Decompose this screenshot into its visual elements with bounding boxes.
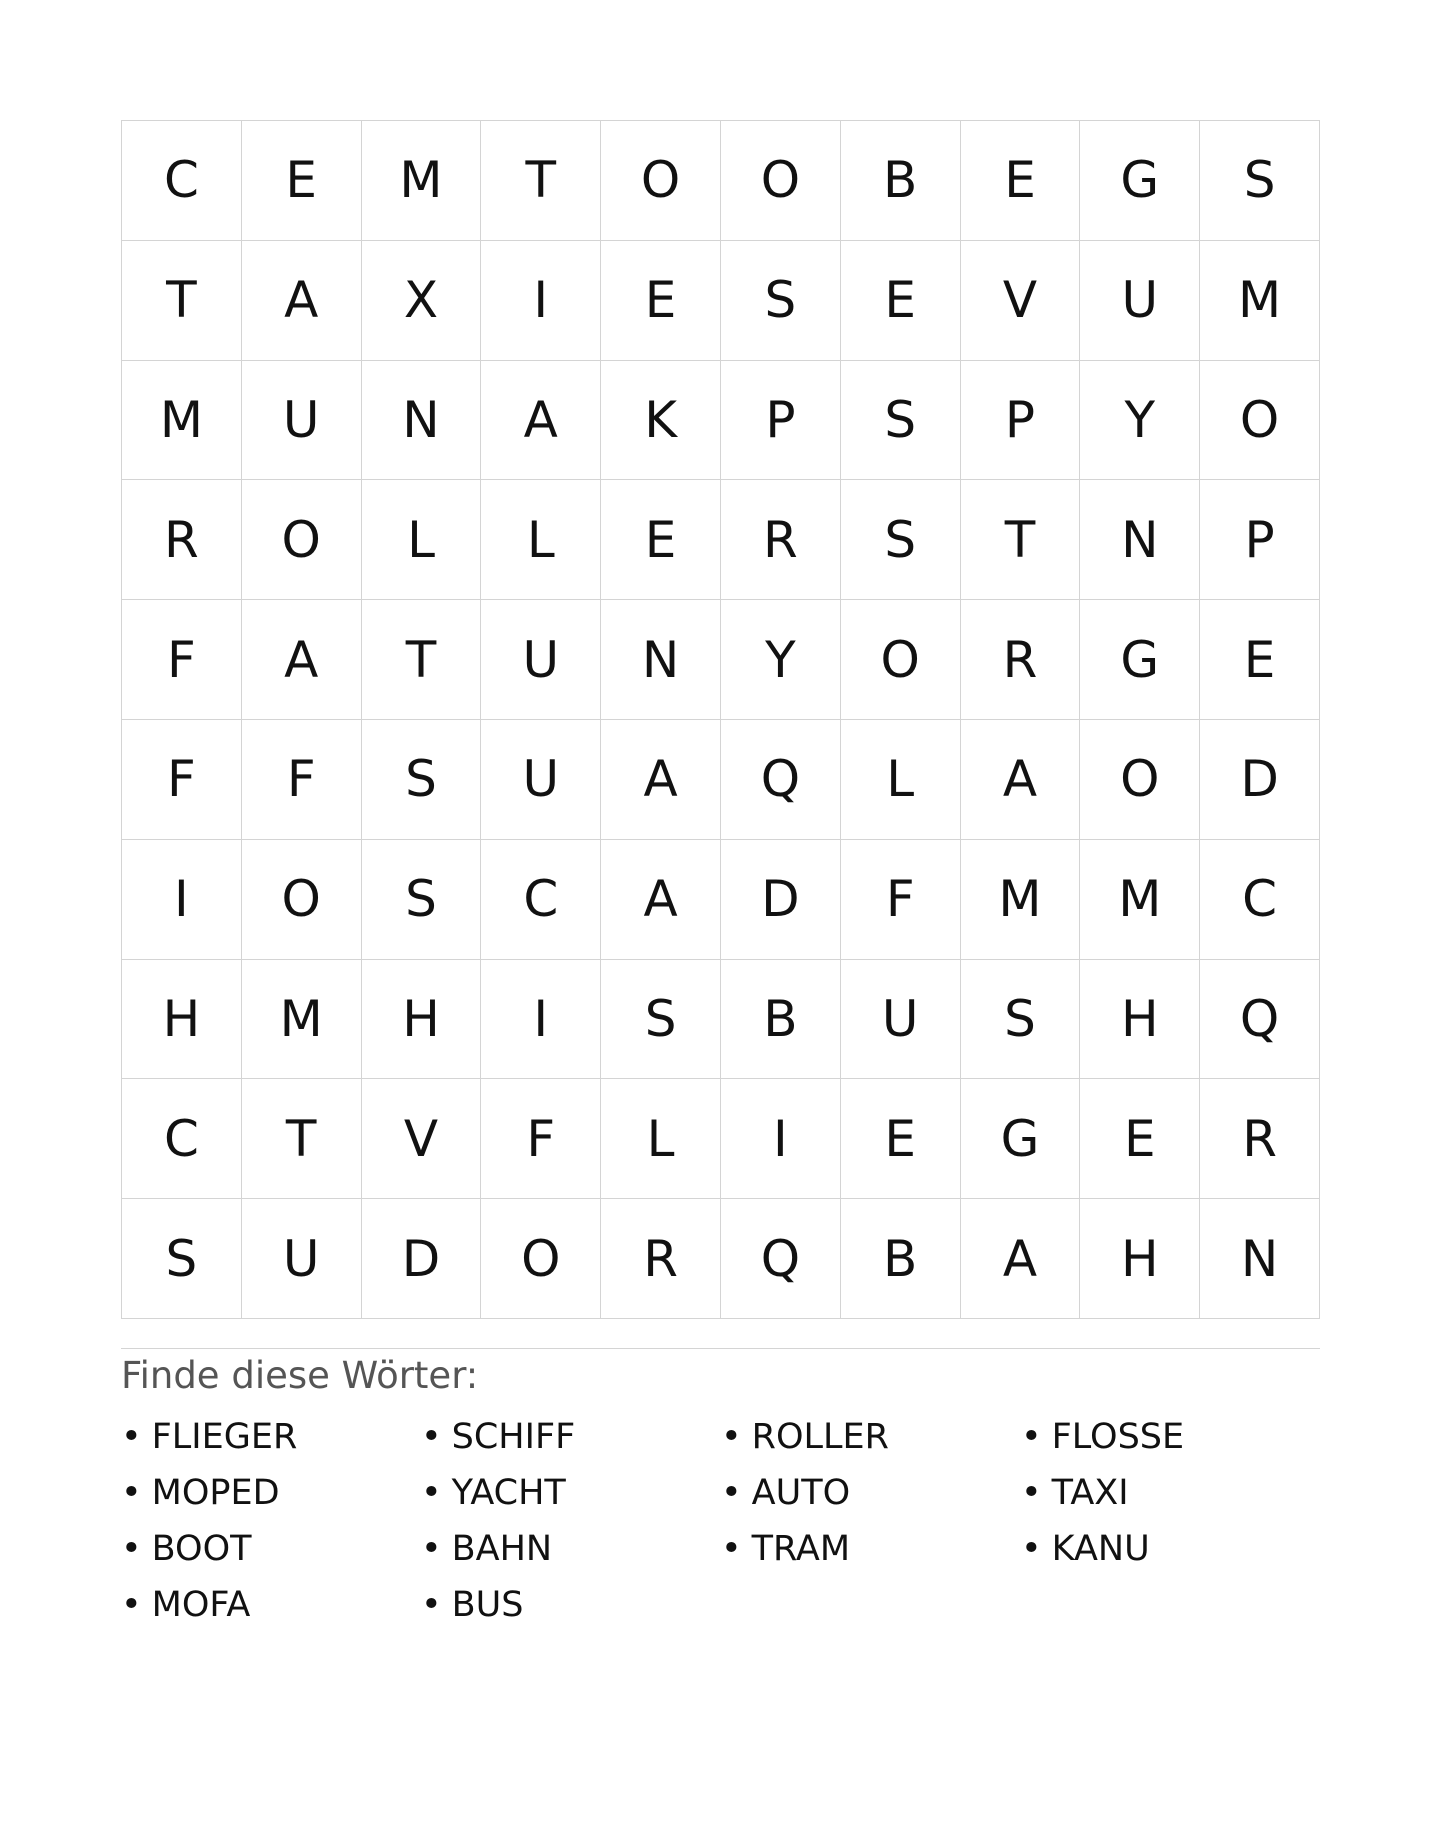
grid-cell[interactable]: L bbox=[362, 480, 482, 600]
grid-cell[interactable]: R bbox=[961, 600, 1081, 720]
grid-cell[interactable]: O bbox=[721, 121, 841, 241]
word-search-page bbox=[121, 120, 1320, 1629]
bullet-icon: • bbox=[1021, 1529, 1042, 1569]
grid-cell[interactable]: A bbox=[601, 720, 721, 840]
word-label: MOPED bbox=[151, 1473, 280, 1513]
word-list-item bbox=[1021, 1469, 1321, 1517]
bullet-icon: • bbox=[1021, 1417, 1042, 1457]
grid-cell[interactable]: S bbox=[601, 960, 721, 1080]
word-label: AUTO bbox=[751, 1473, 851, 1513]
grid-cell[interactable]: P bbox=[961, 361, 1081, 481]
word-list-item bbox=[1021, 1413, 1321, 1461]
grid-cell[interactable]: G bbox=[1080, 121, 1200, 241]
grid-cell[interactable]: S bbox=[122, 1199, 242, 1319]
grid-cell[interactable]: A bbox=[961, 1199, 1081, 1319]
grid-cell[interactable]: T bbox=[122, 241, 242, 361]
grid-cell[interactable]: S bbox=[362, 720, 482, 840]
word-label: BUS bbox=[451, 1585, 524, 1625]
bullet-icon: • bbox=[121, 1585, 142, 1625]
grid-cell[interactable]: D bbox=[721, 840, 841, 960]
bullet-icon: • bbox=[721, 1417, 742, 1457]
grid-cell[interactable]: F bbox=[481, 1079, 601, 1199]
word-label: KANU bbox=[1051, 1529, 1150, 1569]
grid-cell[interactable]: L bbox=[481, 480, 601, 600]
bullet-icon: • bbox=[1021, 1473, 1042, 1513]
grid-cell[interactable]: F bbox=[242, 720, 362, 840]
grid-cell[interactable]: T bbox=[961, 480, 1081, 600]
grid-cell[interactable]: T bbox=[362, 600, 482, 720]
words-title: Finde diese Wörter: bbox=[121, 1354, 479, 1397]
word-list-item bbox=[721, 1525, 1021, 1573]
grid-cell[interactable]: H bbox=[1080, 960, 1200, 1080]
grid-cell[interactable]: E bbox=[1200, 600, 1320, 720]
grid-cell[interactable]: O bbox=[1200, 361, 1320, 481]
bullet-icon: • bbox=[721, 1529, 742, 1569]
word-label: TAXI bbox=[1051, 1473, 1129, 1513]
grid-cell[interactable]: S bbox=[841, 480, 961, 600]
grid-cell[interactable]: A bbox=[242, 241, 362, 361]
word-list bbox=[121, 1413, 1320, 1629]
grid-cell[interactable]: M bbox=[961, 840, 1081, 960]
word-label: MOFA bbox=[151, 1585, 251, 1625]
grid-cell[interactable]: Q bbox=[1200, 960, 1320, 1080]
grid-cell[interactable]: O bbox=[481, 1199, 601, 1319]
word-list-item bbox=[121, 1581, 421, 1629]
grid-cell[interactable]: S bbox=[841, 361, 961, 481]
grid-cell[interactable]: R bbox=[601, 1199, 721, 1319]
grid-cell[interactable]: N bbox=[601, 600, 721, 720]
grid-cell[interactable]: A bbox=[481, 361, 601, 481]
grid-cell[interactable]: C bbox=[1200, 840, 1320, 960]
word-list-item bbox=[121, 1525, 421, 1573]
grid-cell[interactable]: P bbox=[721, 361, 841, 481]
grid-cell[interactable]: R bbox=[1200, 1079, 1320, 1199]
grid-cell[interactable]: N bbox=[1200, 1199, 1320, 1319]
word-list-item bbox=[421, 1469, 721, 1517]
grid-cell[interactable]: E bbox=[841, 1079, 961, 1199]
grid-cell[interactable]: H bbox=[122, 960, 242, 1080]
grid-cell[interactable]: K bbox=[601, 361, 721, 481]
word-label: TRAM bbox=[751, 1529, 851, 1569]
grid-cell[interactable]: D bbox=[362, 1199, 482, 1319]
bullet-icon: • bbox=[421, 1473, 442, 1513]
grid-cell[interactable]: Q bbox=[721, 1199, 841, 1319]
word-label: SCHIFF bbox=[451, 1417, 576, 1457]
grid-cell[interactable]: I bbox=[481, 960, 601, 1080]
grid-cell[interactable]: O bbox=[601, 121, 721, 241]
grid-cell[interactable]: B bbox=[721, 960, 841, 1080]
grid-cell[interactable]: E bbox=[601, 241, 721, 361]
grid-cell[interactable]: V bbox=[362, 1079, 482, 1199]
grid-cell[interactable]: U bbox=[1080, 241, 1200, 361]
grid-cell[interactable]: Q bbox=[721, 720, 841, 840]
grid-cell[interactable]: M bbox=[242, 960, 362, 1080]
grid-cell[interactable]: V bbox=[961, 241, 1081, 361]
grid-cell[interactable]: G bbox=[1080, 600, 1200, 720]
grid-cell[interactable]: C bbox=[481, 840, 601, 960]
grid-cell[interactable]: E bbox=[242, 121, 362, 241]
grid-cell[interactable]: H bbox=[1080, 1199, 1200, 1319]
bullet-icon: • bbox=[421, 1529, 442, 1569]
grid-cell[interactable]: Y bbox=[1080, 361, 1200, 481]
grid-cell[interactable]: H bbox=[362, 960, 482, 1080]
word-list-item bbox=[121, 1469, 421, 1517]
grid-cell[interactable]: N bbox=[362, 361, 482, 481]
grid-cell[interactable]: E bbox=[1080, 1079, 1200, 1199]
bullet-icon: • bbox=[421, 1417, 442, 1457]
bullet-icon: • bbox=[121, 1529, 142, 1569]
grid-cell[interactable]: B bbox=[841, 121, 961, 241]
grid-cell[interactable]: O bbox=[242, 480, 362, 600]
grid-cell[interactable]: B bbox=[841, 1199, 961, 1319]
bullet-icon: • bbox=[121, 1417, 142, 1457]
word-label: FLIEGER bbox=[151, 1417, 298, 1457]
divider bbox=[121, 1348, 1320, 1349]
word-label: YACHT bbox=[451, 1473, 566, 1513]
grid-cell[interactable]: I bbox=[122, 840, 242, 960]
grid-cell[interactable]: U bbox=[841, 960, 961, 1080]
grid-cell[interactable]: C bbox=[122, 121, 242, 241]
word-list-item bbox=[121, 1413, 421, 1461]
grid-cell[interactable]: R bbox=[122, 480, 242, 600]
grid-cell[interactable]: T bbox=[481, 121, 601, 241]
grid-cell[interactable]: S bbox=[721, 241, 841, 361]
grid-cell[interactable]: M bbox=[362, 121, 482, 241]
grid-cell[interactable]: U bbox=[481, 720, 601, 840]
grid-cell[interactable]: S bbox=[1200, 121, 1320, 241]
bullet-icon: • bbox=[421, 1585, 442, 1625]
word-list-item bbox=[721, 1469, 1021, 1517]
grid-cell[interactable]: N bbox=[1080, 480, 1200, 600]
word-list-item bbox=[421, 1413, 721, 1461]
grid-cell[interactable]: F bbox=[122, 600, 242, 720]
bullet-icon: • bbox=[121, 1473, 142, 1513]
grid-cell[interactable]: U bbox=[481, 600, 601, 720]
letter-grid bbox=[121, 120, 1320, 1319]
grid-cell[interactable]: P bbox=[1200, 480, 1320, 600]
grid-cell[interactable]: F bbox=[841, 840, 961, 960]
grid-cell[interactable]: O bbox=[1080, 720, 1200, 840]
grid-cell[interactable]: F bbox=[122, 720, 242, 840]
grid-cell[interactable]: I bbox=[481, 241, 601, 361]
word-list-item bbox=[1021, 1525, 1321, 1573]
grid-cell[interactable]: U bbox=[242, 361, 362, 481]
grid-cell[interactable]: M bbox=[1200, 241, 1320, 361]
grid-cell[interactable]: X bbox=[362, 241, 482, 361]
grid-cell[interactable]: R bbox=[721, 480, 841, 600]
grid-cell[interactable]: T bbox=[242, 1079, 362, 1199]
grid-cell[interactable]: A bbox=[961, 720, 1081, 840]
grid-cell[interactable]: S bbox=[362, 840, 482, 960]
grid-cell[interactable]: E bbox=[961, 121, 1081, 241]
bullet-icon: • bbox=[721, 1473, 742, 1513]
grid-cell[interactable]: C bbox=[122, 1079, 242, 1199]
grid-cell[interactable]: O bbox=[242, 840, 362, 960]
grid-cell[interactable]: U bbox=[242, 1199, 362, 1319]
grid-cell[interactable]: D bbox=[1200, 720, 1320, 840]
grid-cell[interactable]: S bbox=[961, 960, 1081, 1080]
word-label: ROLLER bbox=[751, 1417, 889, 1457]
word-list-item bbox=[421, 1525, 721, 1573]
word-label: BOOT bbox=[151, 1529, 252, 1569]
grid-cell[interactable]: L bbox=[841, 720, 961, 840]
word-list-item bbox=[421, 1581, 721, 1629]
grid-cell[interactable]: O bbox=[841, 600, 961, 720]
grid-cell[interactable]: E bbox=[841, 241, 961, 361]
grid-cell[interactable]: L bbox=[601, 1079, 721, 1199]
word-list-item bbox=[721, 1413, 1021, 1461]
grid-cell[interactable]: I bbox=[721, 1079, 841, 1199]
word-label: FLOSSE bbox=[1051, 1417, 1185, 1457]
grid-cell[interactable]: M bbox=[122, 361, 242, 481]
grid-cell[interactable]: E bbox=[601, 480, 721, 600]
grid-cell[interactable]: A bbox=[601, 840, 721, 960]
grid-cell[interactable]: G bbox=[961, 1079, 1081, 1199]
grid-cell[interactable]: A bbox=[242, 600, 362, 720]
grid-cell[interactable]: M bbox=[1080, 840, 1200, 960]
grid-cell[interactable]: Y bbox=[721, 600, 841, 720]
word-label: BAHN bbox=[451, 1529, 553, 1569]
